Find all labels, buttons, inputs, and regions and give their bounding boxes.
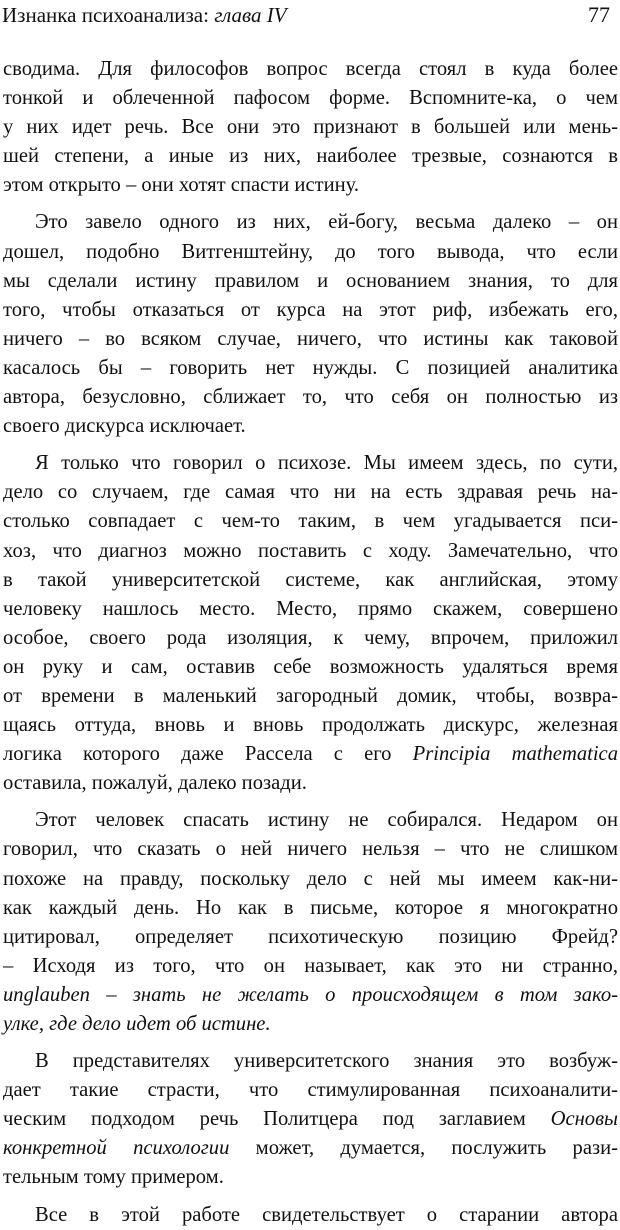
paragraph <box>3 208 618 441</box>
text-line <box>3 894 618 923</box>
text-run: оставила, пожалуй, далеко позади. <box>3 772 307 795</box>
paragraph <box>3 55 618 200</box>
italic-text: улке, где дело идет об истине. <box>3 1013 271 1035</box>
text-run: ничего – во всяком случае, ничего, что истины как таковой <box>3 327 618 350</box>
text-run: дает такие страсти, что стимулированная психоаналити- <box>3 1079 618 1102</box>
page-number: 77 <box>588 2 610 27</box>
text-run: автора, безусловно, сближает то, что себя он полностью из <box>3 386 618 409</box>
chapter-label: глава IV <box>214 3 287 27</box>
italic-text: unglauben – знать не желать о происходящем в том зако- <box>3 983 618 1006</box>
text-run: столько совпадает с чем-то таким, в чем угадывается пси- <box>3 510 618 533</box>
text-run: дошел, подобно Витгенштейну, до того вывода, что если <box>3 240 618 263</box>
text-run: Это завело одного из них, ей-богу, весьма далеко – он <box>35 211 618 234</box>
text-run: от времени в маленький загородный домик, чтобы, возвра- <box>3 684 618 707</box>
text-run: как каждый день. Но как в письме, которое я многократно <box>3 896 618 919</box>
text-line <box>3 383 618 412</box>
text-run: Этот человек спасать истину не собирался. Недаром он <box>35 809 618 832</box>
text-line <box>3 952 618 981</box>
paragraph <box>3 449 618 798</box>
text-run: особое, своего рода изоляция, к чему, впрочем, приложил <box>3 626 618 649</box>
text-run: В представителях университетского знания это возбуж- <box>35 1050 618 1073</box>
text-run: похоже на правду, поскольку дело с ней мы имеем как-ни- <box>3 867 618 890</box>
running-header <box>2 2 610 36</box>
text-run: ческим подходом речь Политцера под заглавием <box>3 1108 551 1131</box>
text-run: цитировал, определяет психотическую позицию Фрейд? <box>3 925 618 948</box>
text-run: логика которого даже Рассела с его <box>3 743 413 766</box>
running-title: Изнанка психоанализа: глава IV <box>2 3 287 27</box>
page-body <box>3 55 618 1230</box>
text-line <box>3 865 618 894</box>
text-run: он руку и сам, оставив себе возможность удаляться время <box>3 655 618 678</box>
text-line <box>3 653 618 682</box>
text-run: говорил, что сказать о ней ничего нельзя – что не слишком <box>3 838 618 861</box>
paragraph-gap <box>3 1039 618 1047</box>
italic-text: Principia mathematica <box>412 743 618 766</box>
text-line <box>3 1047 618 1076</box>
paragraph <box>3 1201 618 1230</box>
text-run: шей степени, а иные из них, наиболее трезвые, сознаются в <box>3 145 618 168</box>
text-line <box>3 1201 618 1230</box>
text-line <box>3 267 618 296</box>
paragraph-gap <box>3 1193 618 1201</box>
text-line <box>3 1010 618 1039</box>
text-run: этом открыто – они хотят спасти истину. <box>3 174 360 197</box>
text-run: может, думается, послужить рази- <box>229 1137 618 1160</box>
text-line <box>3 1134 618 1163</box>
paragraph-gap <box>3 798 618 806</box>
paragraph <box>3 806 618 1039</box>
text-line <box>3 537 618 566</box>
text-line <box>3 1105 618 1134</box>
text-run: – Исходя из того, что он называет, как это ни странно, <box>3 954 618 977</box>
text-run: своего дискурса исключает. <box>3 415 246 438</box>
text-line <box>3 566 618 595</box>
paragraph-gap <box>3 200 618 208</box>
text-line <box>3 325 618 354</box>
text-line <box>3 507 618 536</box>
text-line <box>3 478 618 507</box>
text-line <box>3 208 618 237</box>
text-run: тонкой и облеченной пафосом форме. Вспомните-ка, о чем <box>3 87 618 110</box>
text-line <box>3 113 618 142</box>
text-run: мы сделали истину правилом и основанием знания, то для <box>3 269 618 292</box>
text-line <box>3 595 618 624</box>
text-line <box>3 1163 618 1192</box>
italic-text: Основы <box>550 1108 618 1131</box>
text-line <box>3 238 618 267</box>
text-line <box>3 354 618 383</box>
text-run: Все в этой работе свидетельствует о старании автора <box>35 1203 618 1226</box>
text-line <box>3 682 618 711</box>
text-line <box>3 981 618 1010</box>
text-run: в такой университетской системе, как английская, этому <box>3 568 618 591</box>
text-line <box>3 55 618 84</box>
text-line <box>3 1076 618 1105</box>
text-run: касалось бы – говорить нет нужды. С позицией аналитика <box>3 356 618 379</box>
text-line <box>3 740 618 769</box>
text-line <box>3 624 618 653</box>
text-line <box>3 769 618 798</box>
paragraph-gap <box>3 441 618 449</box>
text-line <box>3 835 618 864</box>
text-line <box>3 296 618 325</box>
text-run: дело со случаем, где самая что ни на есть здравая речь на- <box>3 481 618 504</box>
paragraph <box>3 1047 618 1192</box>
italic-text: конкретной психологии <box>3 1137 230 1160</box>
text-run: у них идет речь. Все они это признают в большей или мень- <box>3 116 618 139</box>
text-line <box>3 711 618 740</box>
text-run: человеку нашлось место. Место, прямо скажем, совершено <box>3 597 618 620</box>
text-line <box>3 84 618 113</box>
text-run: щаясь оттуда, вновь и вновь продолжать дискурс, железная <box>3 714 618 737</box>
text-line <box>3 806 618 835</box>
text-run: того, чтобы отказаться от курса на этот риф, избежать его, <box>3 298 618 321</box>
text-run: Я только что говорил о психозе. Мы имеем здесь, по сути, <box>35 452 618 475</box>
text-line <box>3 449 618 478</box>
text-run: сводима. Для философов вопрос всегда стоял в куда более <box>3 58 618 80</box>
text-run: тельным тому примером. <box>3 1166 224 1189</box>
text-line <box>3 171 618 200</box>
text-run: хоз, что диагноз можно поставить с ходу. Замечательно, что <box>3 539 618 562</box>
text-line <box>3 412 618 441</box>
text-line <box>3 923 618 952</box>
text-line <box>3 142 618 171</box>
